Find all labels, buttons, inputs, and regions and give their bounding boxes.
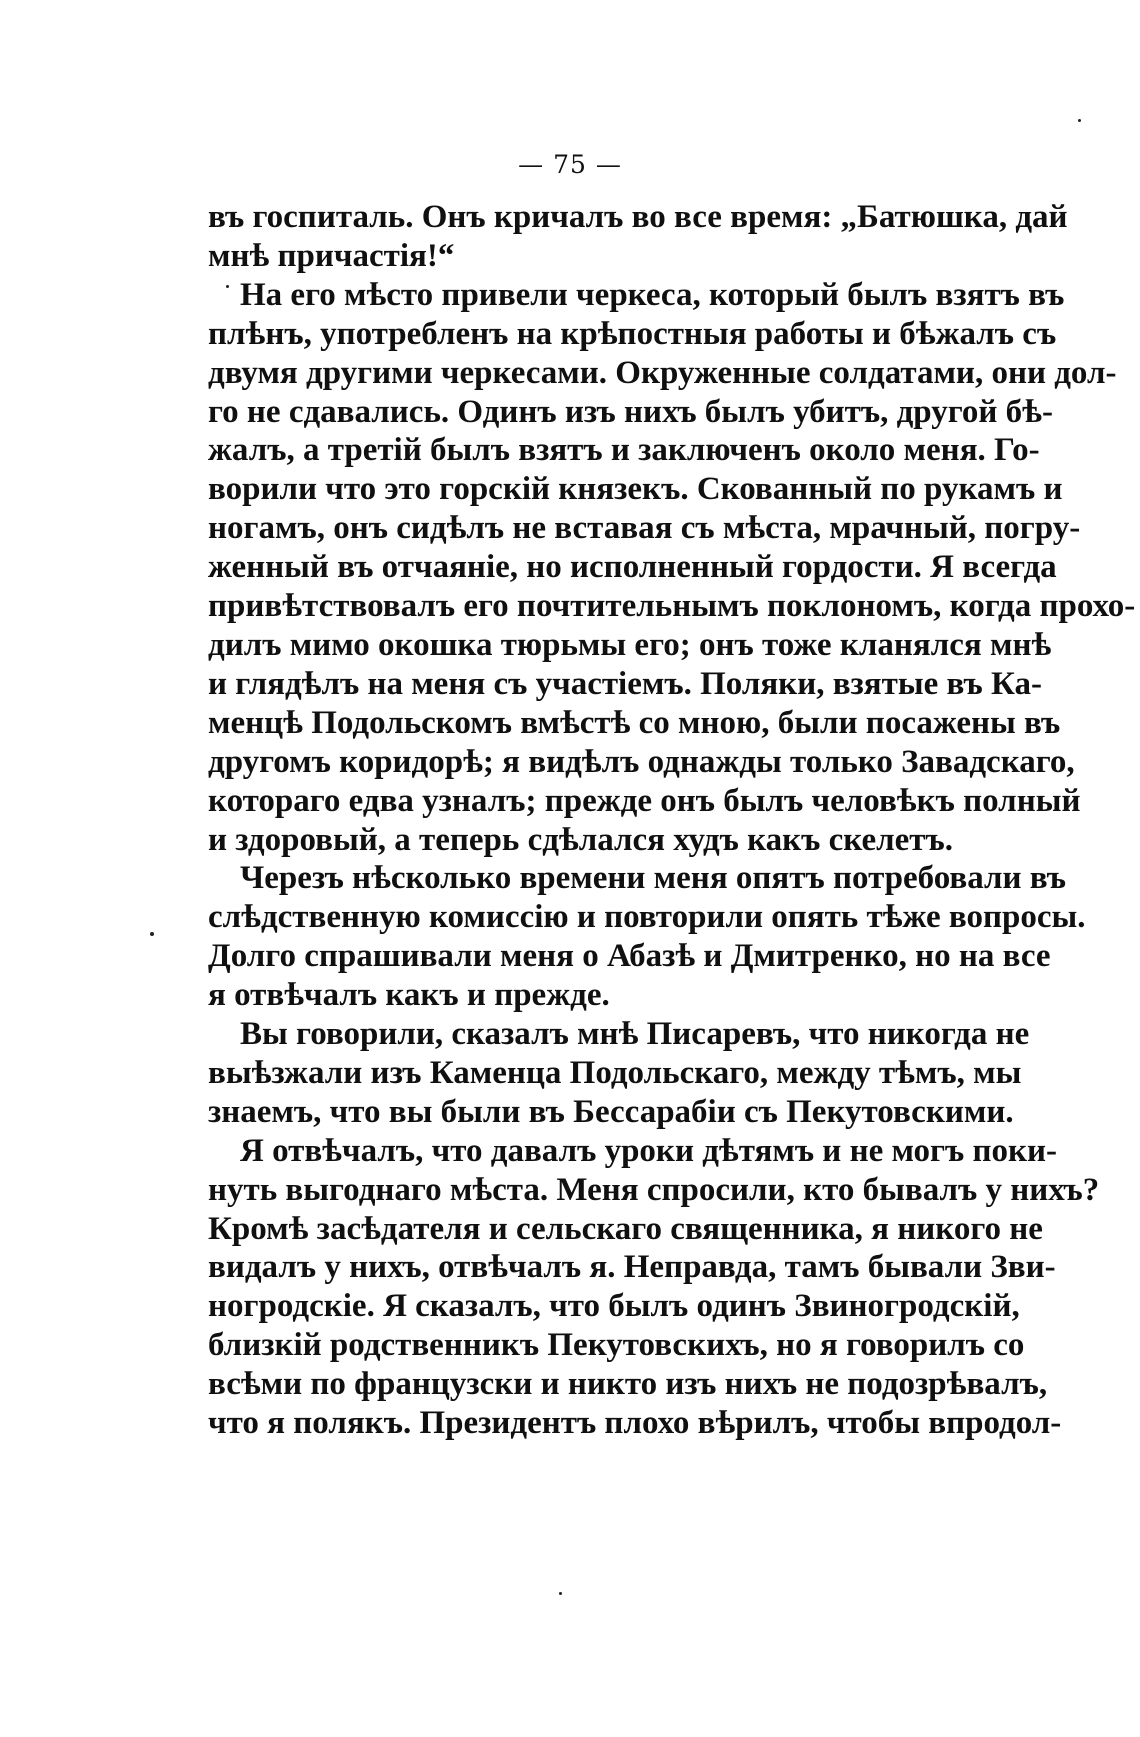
text-line: ногамъ, онъ сидѣлъ не вставая съ мѣста, мрачный, погру- <box>208 510 1081 547</box>
page-number: — 75 — <box>518 150 622 179</box>
paragraph-3 <box>208 859 1086 1015</box>
text-line: видалъ у нихъ, отвѣчалъ я. Неправда, тамъ бывали Зви- <box>208 1249 1056 1286</box>
text-line: другомъ коридорѣ; я видѣлъ однажды только Завадскаго, <box>208 743 1075 780</box>
scan-speck <box>559 1592 562 1595</box>
paragraph-1 <box>208 198 1068 276</box>
text-line: слѣдственную комиссію и повторили опять тѣже вопросы. <box>208 899 1086 936</box>
text-line: На его мѣсто привели черкеса, который былъ взятъ въ <box>240 276 1065 313</box>
text-line: и здоровый, а теперь сдѣлался худъ какъ скелетъ. <box>208 821 953 858</box>
text-line: мнѣ причастія!“ <box>208 237 455 274</box>
text-line: что я полякъ. Президентъ плохо вѣрилъ, чтобы впродол- <box>208 1405 1062 1442</box>
text-line: близкій родственникъ Пекутовскихъ, но я говорилъ со <box>208 1327 1025 1364</box>
paragraph-2 <box>208 276 1136 860</box>
text-line: женный въ отчаяніе, но исполненный гордости. Я всегда <box>208 549 1057 586</box>
text-line: Долго спрашивали меня о Абазѣ и Дмитренко, но на все <box>208 938 1051 975</box>
text-line: ногродскіе. Я сказалъ, что былъ одинъ Звиногродскій, <box>208 1288 1020 1325</box>
text-line: жалъ, а третій былъ взятъ и заключенъ около меня. Го- <box>208 432 1040 469</box>
text-line: Я отвѣчалъ, что давалъ уроки дѣтямъ и не могъ поки- <box>240 1132 1058 1169</box>
scan-speck <box>1078 119 1081 122</box>
text-line: привѣтствовалъ его почтительнымъ поклономъ, когда прохо- <box>208 588 1136 625</box>
paragraph-4 <box>208 1015 1030 1132</box>
text-line: менцѣ Подольскомъ вмѣстѣ со мною, были посажены въ <box>208 704 1061 741</box>
scan-speck <box>226 285 229 288</box>
text-line: Вы говорили, сказалъ мнѣ Писаревъ, что никогда не <box>240 1016 1030 1053</box>
text-line: плѣнъ, употребленъ на крѣпостныя работы и бѣжалъ съ <box>208 315 1057 352</box>
text-line: Кромѣ засѣдателя и сельскаго священника, я никого не <box>208 1210 1043 1247</box>
text-line: котораго едва узналъ; прежде онъ былъ человѣкъ полный <box>208 782 1081 819</box>
text-line: Черезъ нѣсколько времени меня опятъ потребовали въ <box>240 860 1067 897</box>
text-line: знаемъ, что вы были въ Бессарабіи съ Пекутовскими. <box>208 1093 1014 1130</box>
text-line: всѣми по французски и никто изъ нихъ не подозрѣвалъ, <box>208 1366 1048 1403</box>
text-line: дилъ мимо окошка тюрьмы его; онъ тоже кланялся мнѣ <box>208 626 1052 663</box>
text-line: выѣзжали изъ Каменца Подольскаго, между тѣмъ, мы <box>208 1054 1022 1091</box>
text-line: двумя другими черкесами. Окруженные солдатами, они дол- <box>208 354 1117 391</box>
text-line: въ госпиталь. Онъ кричалъ во все время: „Батюшка, дай <box>208 199 1068 235</box>
text-line: го не сдавались. Одинъ изъ нихъ былъ убитъ, другой бѣ- <box>208 393 1053 430</box>
text-line: и глядѣлъ на меня съ участіемъ. Поляки, взятые въ Ка- <box>208 665 1042 702</box>
text-line: я отвѣчалъ какъ и прежде. <box>208 977 610 1014</box>
body-text <box>208 198 1136 1443</box>
scan-speck <box>150 932 154 936</box>
paragraph-5 <box>208 1132 1100 1443</box>
text-line: ворили что это горскій князекъ. Скованный по рукамъ и <box>208 471 1063 508</box>
text-line: нуть выгоднаго мѣста. Меня спросили, кто бывалъ у нихъ? <box>208 1171 1100 1208</box>
